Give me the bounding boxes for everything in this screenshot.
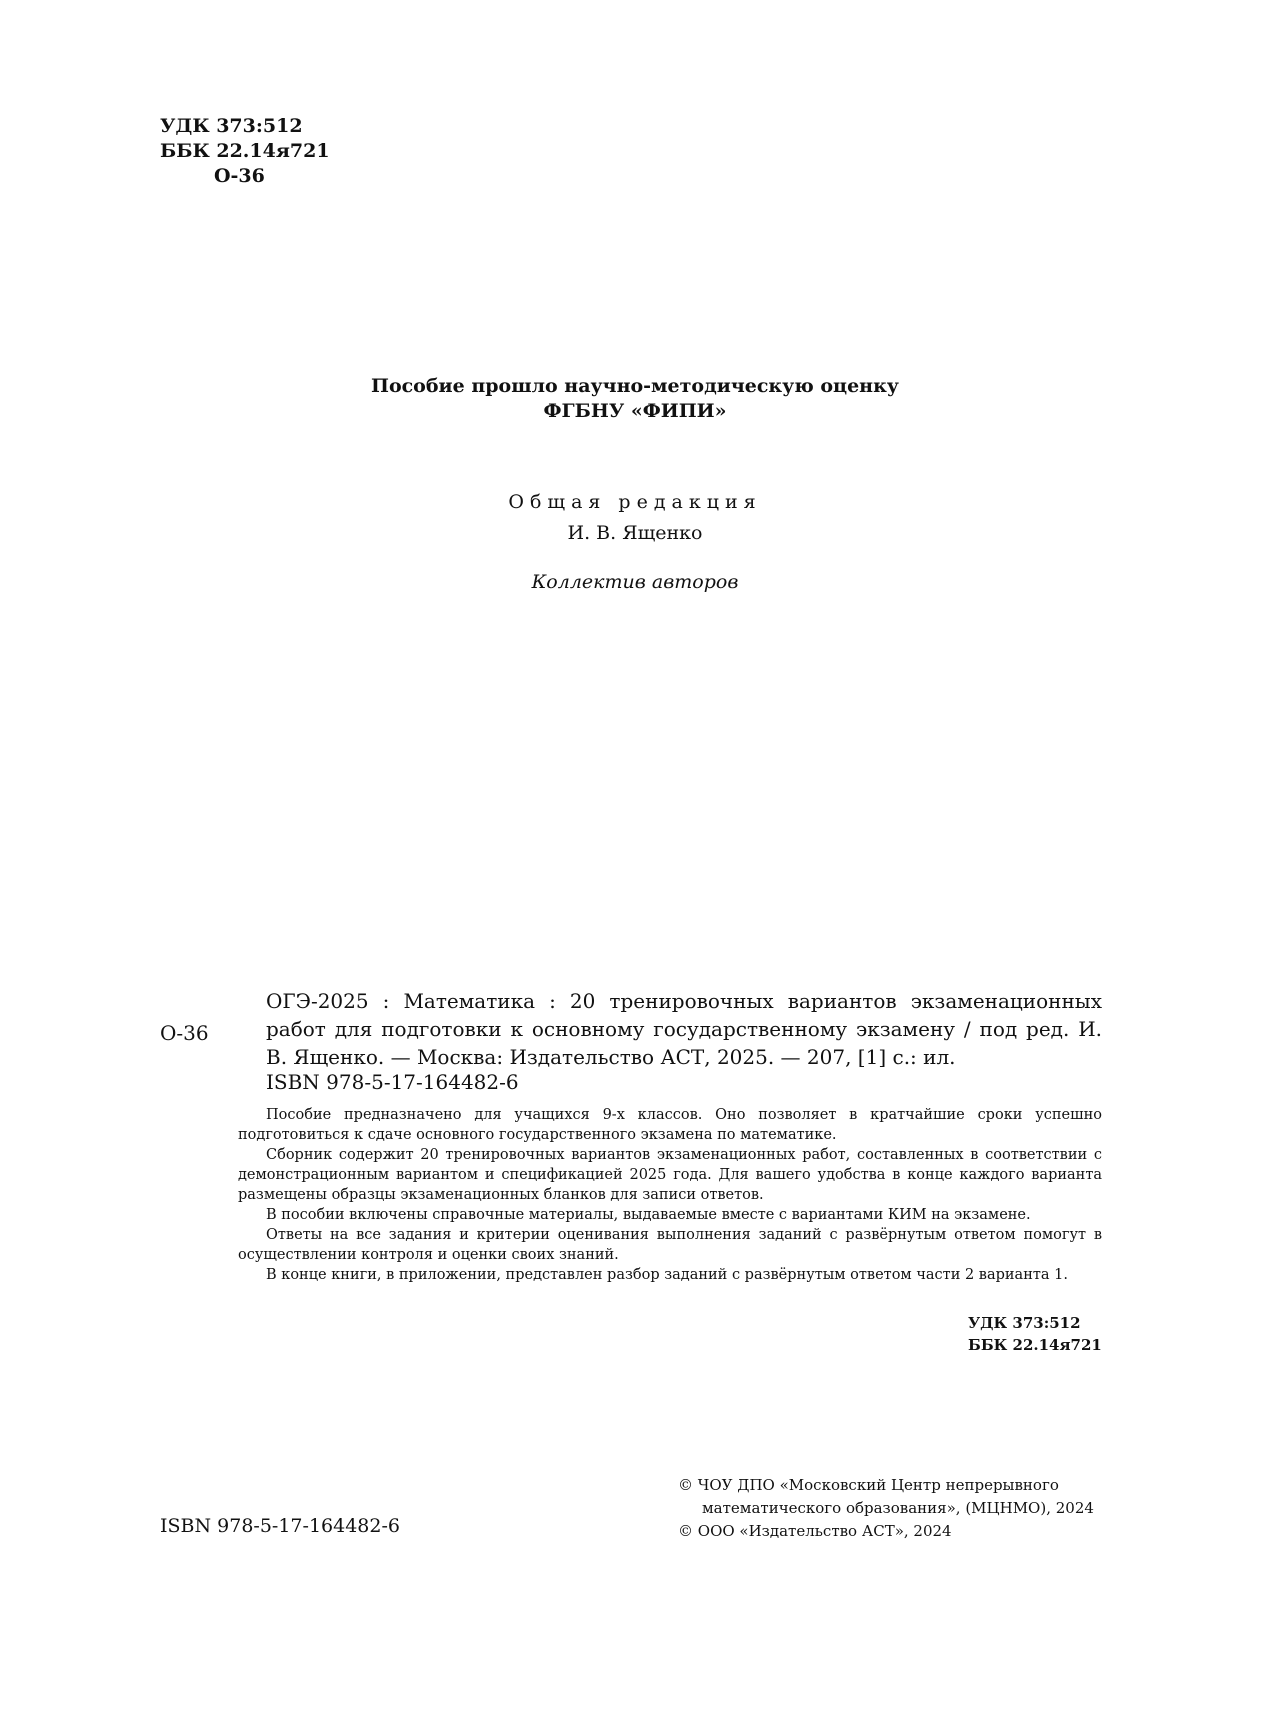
udk-code: УДК 373:512 xyxy=(160,115,303,137)
bbk-code-bottom: ББК 22.14я721 xyxy=(968,1336,1102,1354)
author-mark: О-36 xyxy=(214,165,265,187)
isbn-bottom: ISBN 978-5-17-164482-6 xyxy=(160,1515,400,1537)
approval-note xyxy=(0,374,1270,424)
copyright-block xyxy=(678,1474,1118,1543)
classification-codes-bottom xyxy=(968,1312,1102,1356)
annotation-paragraph: В конце книги, в приложении, представлен разбор заданий с развёрнутым ответом части 2 варианта 1. xyxy=(266,1267,1068,1283)
annotation xyxy=(238,1105,1102,1285)
copyright-line-1-cont: математического образования», (МЦНМО), 2024 xyxy=(702,1499,1094,1517)
annotation-paragraph: Ответы на все задания и критерии оценивания выполнения заданий с развёрнутым ответом помогут в осуществлении контроля и оценки своих знаний. xyxy=(238,1227,1102,1263)
bibliography-entry: ОГЭ-2025 : Математика : 20 тренировочных вариантов экзаменационных работ для подготовки к основному государственному экзамену / под ред. И. В. Ященко. — Москва: Издательство АСТ, 2025. — 207, [1] с.: ил. xyxy=(266,989,1102,1069)
bibliography-isbn: ISBN 978-5-17-164482-6 xyxy=(266,1070,519,1094)
approval-line-1: Пособие прошло научно-методическую оценку xyxy=(371,375,899,397)
classification-codes-top xyxy=(160,114,330,189)
copyright-line-1: © ЧОУ ДПО «Московский Центр непрерывного xyxy=(678,1476,1059,1494)
bibliography-author-mark: О-36 xyxy=(160,1021,209,1045)
approval-line-2: ФГБНУ «ФИПИ» xyxy=(543,400,727,422)
editor-name: И. В. Ященко xyxy=(567,522,703,544)
udk-code-bottom: УДК 373:512 xyxy=(968,1314,1081,1332)
editorial-label: Общая редакция xyxy=(508,491,762,513)
copyright-line-2: © ООО «Издательство АСТ», 2024 xyxy=(678,1522,952,1540)
annotation-paragraph: Сборник содержит 20 тренировочных вариантов экзаменационных работ, составленных в соответствии с демонстрационным вариантом и спецификацией 2025 года. Для вашего удобства в конце каждого варианта размещены образцы экзаменационных бланков для записи ответов. xyxy=(238,1147,1102,1203)
annotation-paragraph: Пособие предназначено для учащихся 9-х классов. Оно позволяет в кратчайшие сроки успешно подготовиться к сдаче основного государственного экзамена по математике. xyxy=(238,1107,1102,1143)
authors-collective: Коллектив авторов xyxy=(531,571,739,593)
annotation-paragraph: В пособии включены справочные материалы, выдаваемые вместе с вариантами КИМ на экзамене. xyxy=(266,1207,1031,1223)
bbk-code: ББК 22.14я721 xyxy=(160,140,330,162)
